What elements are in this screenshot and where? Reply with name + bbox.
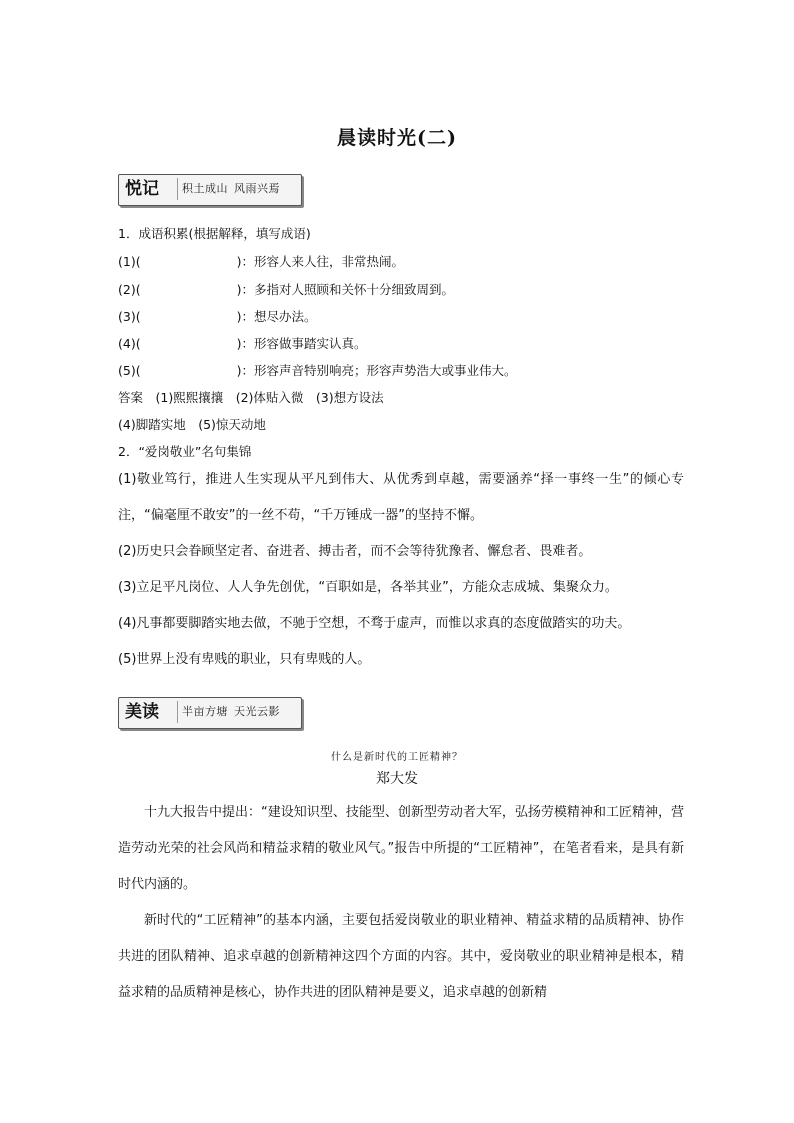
idiom-item [118, 252, 404, 270]
idiom-item [118, 307, 316, 325]
item-definition: )：形容人来人往，非常热闹。 [236, 254, 404, 269]
article-paragraph: 十九大报告中提出：“建设知识型、技能型、创新型劳动者大军，弘扬劳模精神和工匠精神，营造劳动光荣的社会风尚和精益求精的敬业风气。”报告中所提的“工匠精神”，在笔者看来，是具有新时代内涵的。 [118, 805, 684, 892]
item-definition: )：多指对人照顾和关怀十分细致周到。 [236, 282, 454, 297]
section-banner-yueji [118, 174, 302, 206]
quote-paragraph: (4)凡事都要脚踏实地去做，不驰于空想，不骛于虚声，而惟以求真的态度做踏实的功夫。 [118, 616, 631, 631]
section-label: 美读 [125, 702, 159, 722]
article-author: 郑大发 [376, 771, 418, 787]
section-subtitle-part: 天光云影 [234, 705, 280, 718]
section-subtitle [177, 178, 286, 200]
section-label: 悦记 [125, 179, 159, 199]
question-heading: 1．成语积累(根据解释，填写成语) [118, 226, 311, 241]
item-definition: )：想尽办法。 [236, 309, 317, 324]
answer-line: (4)脚踏实地 (5)惊天动地 [118, 417, 266, 432]
item-number: (1)( [118, 254, 141, 269]
item-number: (3)( [118, 309, 141, 324]
quote-paragraph: (5)世界上没有卑贱的职业，只有卑贱的人。 [118, 652, 371, 667]
item-definition: )：形容声音特别响亮；形容声势浩大或事业伟大。 [236, 363, 517, 378]
item-number: (5)( [118, 363, 141, 378]
idiom-item [118, 280, 454, 298]
idiom-item [118, 361, 516, 379]
section-banner-meidu [118, 697, 302, 729]
section-subtitle [177, 701, 286, 723]
item-number: (2)( [118, 282, 141, 297]
article-paragraph: 新时代的“工匠精神”的基本内涵，主要包括爱岗敬业的职业精神、精益求精的品质精神、协作共进的团队精神、追求卓越的创新精神这四个方面的内容。其中，爱岗敬业的职业精神是根本，精益求精的品质精神是核心，协作共进的团队精神是要义，追求卓越的创新精 [118, 913, 684, 1000]
section-subtitle-part: 积土成山 [182, 182, 228, 195]
article-title: 什么是新时代的工匠精神？ [331, 752, 463, 763]
answer-line: 答案 (1)熙熙攘攘 (2)体贴入微 (3)想方设法 [118, 390, 384, 405]
item-number: (4)( [118, 336, 141, 351]
page-title: 晨读时光(二) [337, 127, 457, 149]
question-heading: 2．“爱岗敬业”名句集锦 [118, 444, 252, 459]
quote-paragraph: (3)立足平凡岗位、人人争先创优，“百职如是，各举其业”，方能众志成城、集聚众力。 [118, 580, 618, 595]
section-subtitle-part: 半亩方塘 [182, 705, 228, 718]
quote-paragraph: (1)敬业笃行，推进人生实现从平凡到伟大、从优秀到卓越，需要涵养“择一事终一生”的倾心专注，“偏毫厘不敢安”的一丝不苟，“千万锤成一器”的坚持不懈。 [118, 472, 684, 523]
quote-paragraph: (2)历史只会眷顾坚定者、奋进者、搏击者，而不会等待犹豫者、懈怠者、畏难者。 [118, 544, 592, 559]
idiom-item [118, 334, 366, 352]
section-subtitle-part: 风雨兴焉 [234, 182, 280, 195]
item-definition: )：形容做事踏实认真。 [236, 336, 367, 351]
